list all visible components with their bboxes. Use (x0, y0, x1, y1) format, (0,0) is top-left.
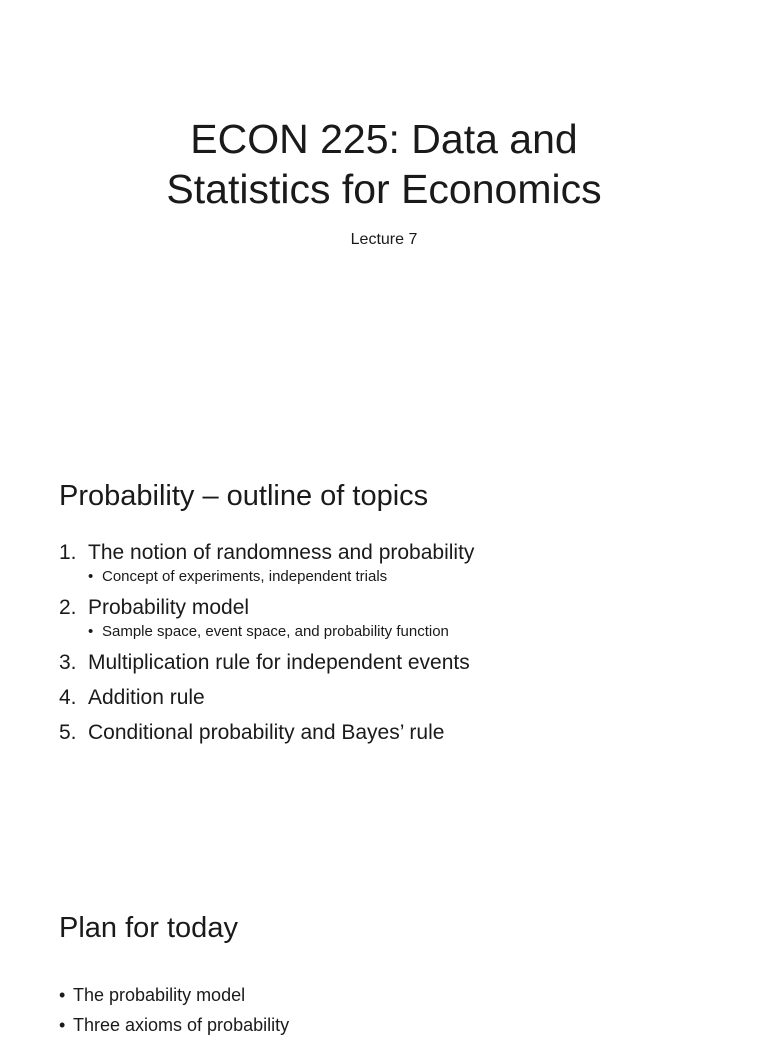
slide-title (0, 0, 768, 432)
outline-heading: Probability – outline of topics (59, 480, 429, 512)
plan-heading: Plan for today (59, 912, 238, 944)
bullet-icon: • (59, 1015, 66, 1035)
sub-item-text: Sample space, event space, and probability function (102, 623, 449, 640)
plan-item (59, 1010, 289, 1040)
item-number: 2. (59, 596, 77, 619)
lecture-subtitle: Lecture 7 (350, 231, 418, 248)
bullet-icon: • (59, 985, 66, 1005)
item-text: The notion of randomness and probability (88, 541, 475, 564)
sub-list (88, 621, 474, 643)
sub-item-text: Concept of experiments, independent trials (102, 568, 388, 585)
item-text: Addition rule (88, 686, 205, 709)
title-line-2: Statistics for Economics (166, 166, 602, 212)
title-line-1: ECON 225: Data and (190, 116, 578, 162)
slide-outline (0, 432, 768, 864)
outline-item (59, 648, 474, 678)
item-number: 4. (59, 686, 77, 709)
slide-plan (0, 864, 768, 1035)
sub-item (88, 566, 474, 588)
bullet-icon: • (88, 623, 94, 640)
item-number: 5. (59, 721, 77, 744)
item-text: Conditional probability and Bayes’ rule (88, 721, 445, 744)
sub-item (88, 621, 474, 643)
item-text: Probability model (88, 596, 250, 619)
item-number: 3. (59, 651, 77, 674)
slide-title-heading (0, 114, 768, 214)
outline-item (59, 683, 474, 713)
outline-item (59, 538, 474, 588)
plan-item-text: The probability model (73, 985, 246, 1005)
outline-item (59, 718, 474, 748)
plan-list (59, 980, 289, 1040)
outline-item (59, 593, 474, 643)
plan-item-text: Three axioms of probability (73, 1015, 290, 1035)
item-number: 1. (59, 541, 77, 564)
item-text: Multiplication rule for independent events (88, 651, 470, 674)
plan-item (59, 980, 289, 1010)
sub-list (88, 566, 474, 588)
bullet-icon: • (88, 568, 94, 585)
outline-list (59, 538, 474, 753)
